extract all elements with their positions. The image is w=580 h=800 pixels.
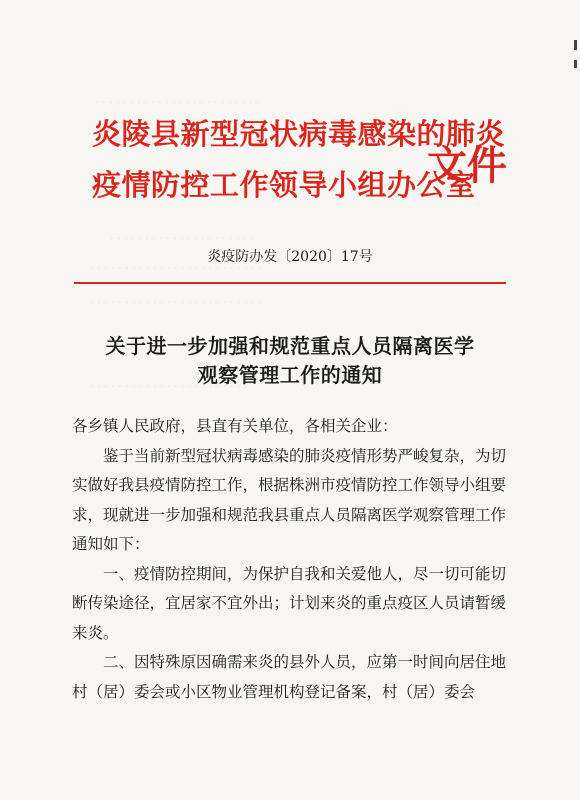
paragraph-intro: 鉴于当前新型冠状病毒感染的肺炎疫情形势严峻复杂，为切实做好我县疫情防控工作，根据株洲市疫情防控工作领导小组要求，现就进一步加强和规范我县重点人员隔离医学观察管理工作通知如下： xyxy=(72,446,507,553)
document-title-line2: 观察管理工作的通知 xyxy=(197,363,383,387)
paragraph-item-1: 一、疫情防控期间，为保护自我和关爱他人，尽一切可能切断传染途径，宜居家不宜外出；计划来炎的重点疫区人员请暂缓来炎。 xyxy=(72,564,507,642)
bleed-through-text: · · · · · · · · · · · · · · · · · · · · · xyxy=(110,232,254,245)
red-separator-line xyxy=(74,282,506,284)
issuing-authority-header xyxy=(92,110,512,220)
bleed-through-text: · · · · · · · · · · · · · · · · · · · · · · · · xyxy=(95,96,260,109)
document-body xyxy=(72,412,508,707)
authority-name-line2: 疫情防控工作领导小组办公室 xyxy=(92,168,476,202)
bleed-through-text: · · · · · · · · · · · · · · · · · · · · · · · xyxy=(90,380,248,393)
document-title-line1: 关于进一步加强和规范重点人员隔离医学 xyxy=(105,334,475,358)
salutation: 各乡镇人民政府，县直有关单位，各相关企业： xyxy=(72,417,398,435)
authority-name-line1: 炎陵县新型冠状病毒感染的肺炎 xyxy=(92,117,506,151)
bleed-through-text: · · · · · · · · · · · · · · · · · · · · · · · · · xyxy=(90,296,262,309)
scan-edge-mark xyxy=(574,60,577,68)
document-type-label: 文件 xyxy=(427,142,507,189)
bleed-through-text: · · · · · · · · · · · · · · · · · · · · · · · · · xyxy=(90,262,262,275)
document-number: 炎疫防办发〔2020〕17号 xyxy=(207,249,373,265)
scan-edge-mark xyxy=(574,40,577,50)
paragraph-item-2: 二、因特殊原因确需来炎的县外人员，应第一时间向居住地村（居）委会或小区物业管理机构登记备案，村（居）委会 xyxy=(72,653,507,701)
